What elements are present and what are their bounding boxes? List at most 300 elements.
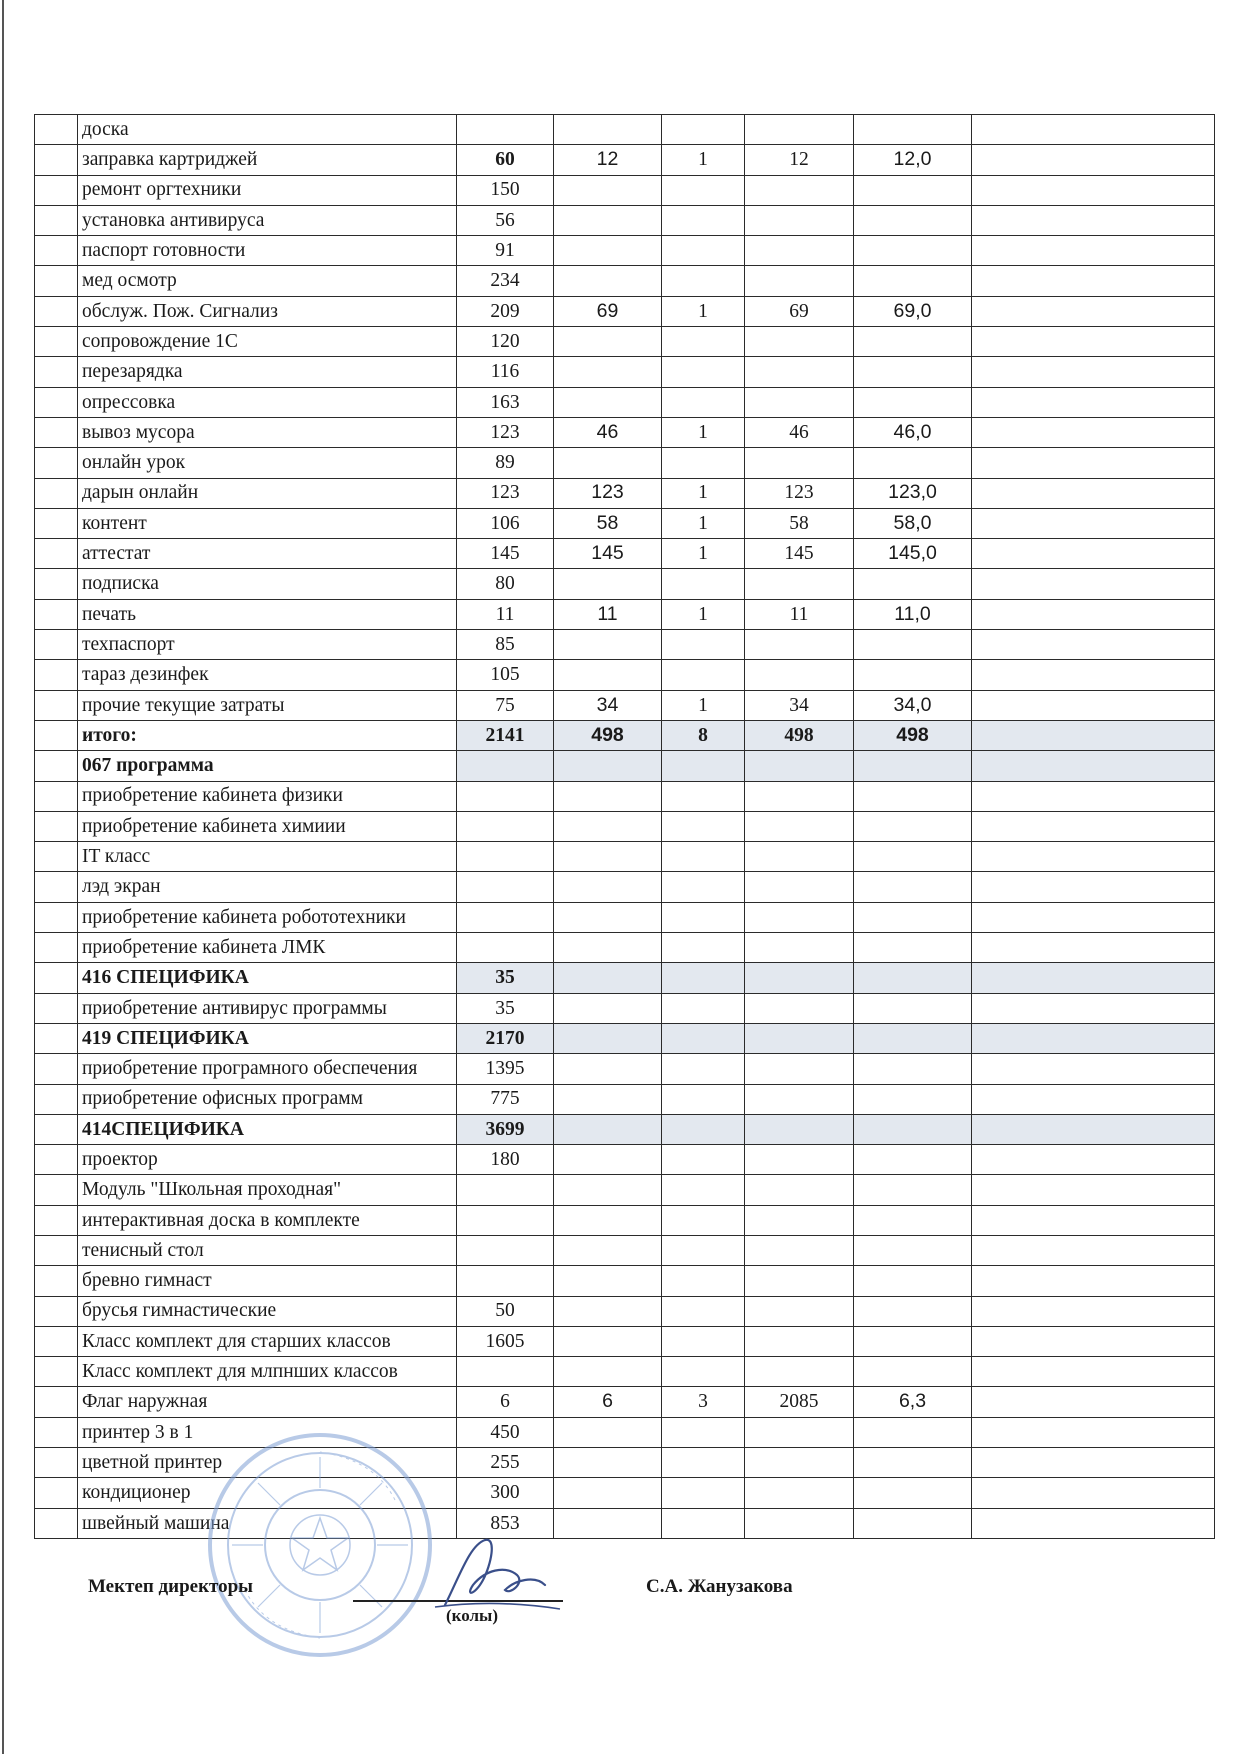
value-2-cell: 1 [662, 145, 745, 175]
value-4-cell [854, 387, 972, 417]
table-row [35, 508, 1215, 538]
value-3-cell [745, 1448, 854, 1478]
budget-table [34, 114, 1215, 1539]
row-index-cell [35, 417, 78, 447]
value-2-cell [662, 1508, 745, 1538]
value-5-cell [972, 569, 1215, 599]
value-4-cell [854, 569, 972, 599]
value-4-cell [854, 448, 972, 478]
value-4-cell [854, 236, 972, 266]
amount-cell [457, 842, 554, 872]
value-2-cell [662, 1448, 745, 1478]
amount-cell: 2170 [457, 1023, 554, 1053]
value-2-cell [662, 1296, 745, 1326]
row-index-cell [35, 508, 78, 538]
value-1-cell [554, 327, 662, 357]
value-4-cell [854, 1175, 972, 1205]
value-2-cell [662, 963, 745, 993]
table-row [35, 569, 1215, 599]
table-row [35, 1205, 1215, 1235]
value-2-cell: 1 [662, 478, 745, 508]
value-4-cell [854, 630, 972, 660]
value-5-cell [972, 1448, 1215, 1478]
table-row [35, 902, 1215, 932]
value-2-cell [662, 902, 745, 932]
value-3-cell [745, 1114, 854, 1144]
item-name-cell: заправка картриджей [78, 145, 457, 175]
value-3-cell [745, 933, 854, 963]
value-5-cell [972, 1175, 1215, 1205]
value-4-cell [854, 751, 972, 781]
value-4-cell [854, 660, 972, 690]
amount-cell [457, 1175, 554, 1205]
value-5-cell [972, 145, 1215, 175]
value-4-cell [854, 1448, 972, 1478]
row-index-cell [35, 660, 78, 690]
value-3-cell: 12 [745, 145, 854, 175]
amount-cell [457, 751, 554, 781]
value-4-cell [854, 1266, 972, 1296]
value-5-cell [972, 933, 1215, 963]
value-5-cell [972, 387, 1215, 417]
value-4-cell [854, 357, 972, 387]
value-1-cell [554, 993, 662, 1023]
row-index-cell [35, 236, 78, 266]
value-2-cell [662, 266, 745, 296]
value-2-cell [662, 327, 745, 357]
table-row [35, 1175, 1215, 1205]
row-index-cell [35, 478, 78, 508]
value-4-cell [854, 1054, 972, 1084]
item-name-cell: сопровождение 1С [78, 327, 457, 357]
item-name-cell: онлайн урок [78, 448, 457, 478]
value-5-cell [972, 1326, 1215, 1356]
row-index-cell [35, 1387, 78, 1417]
value-5-cell [972, 1478, 1215, 1508]
item-name-cell: приобретение офисных программ [78, 1084, 457, 1114]
value-3-cell: 46 [745, 417, 854, 447]
table-row [35, 1054, 1215, 1084]
value-1-cell [554, 115, 662, 145]
row-index-cell [35, 266, 78, 296]
value-3-cell [745, 115, 854, 145]
value-2-cell [662, 1175, 745, 1205]
row-index-cell [35, 872, 78, 902]
value-4-cell [854, 115, 972, 145]
value-2-cell: 1 [662, 599, 745, 629]
amount-cell: 123 [457, 417, 554, 447]
amount-cell: 1605 [457, 1326, 554, 1356]
value-3-cell [745, 1508, 854, 1538]
value-1-cell: 498 [554, 720, 662, 750]
value-1-cell [554, 1357, 662, 1387]
value-4-cell [854, 963, 972, 993]
value-3-cell [745, 175, 854, 205]
row-index-cell [35, 1448, 78, 1478]
value-5-cell [972, 236, 1215, 266]
value-3-cell [745, 357, 854, 387]
item-name-cell: доска [78, 115, 457, 145]
row-index-cell [35, 720, 78, 750]
value-3-cell: 123 [745, 478, 854, 508]
amount-cell: 150 [457, 175, 554, 205]
value-4-cell: 69,0 [854, 296, 972, 326]
handwritten-signature-icon [425, 1535, 565, 1615]
value-3-cell [745, 1054, 854, 1084]
value-5-cell [972, 1023, 1215, 1053]
amount-cell: 123 [457, 478, 554, 508]
amount-cell: 50 [457, 1296, 554, 1326]
table-row [35, 993, 1215, 1023]
value-1-cell [554, 236, 662, 266]
value-3-cell [745, 1023, 854, 1053]
row-index-cell [35, 902, 78, 932]
row-index-cell [35, 327, 78, 357]
value-1-cell [554, 842, 662, 872]
value-2-cell [662, 1114, 745, 1144]
amount-cell [457, 1266, 554, 1296]
item-name-cell: тенисный стол [78, 1235, 457, 1265]
table-row [35, 205, 1215, 235]
table-row [35, 751, 1215, 781]
value-3-cell [745, 1357, 854, 1387]
table-row [35, 963, 1215, 993]
signature-caption: (колы) [446, 1606, 498, 1625]
table-row [35, 660, 1215, 690]
value-5-cell [972, 205, 1215, 235]
amount-cell [457, 1205, 554, 1235]
value-4-cell [854, 266, 972, 296]
row-index-cell [35, 842, 78, 872]
value-5-cell [972, 690, 1215, 720]
value-2-cell [662, 781, 745, 811]
item-name-cell: Класс комплект для млпнших классов [78, 1357, 457, 1387]
value-1-cell [554, 1235, 662, 1265]
value-4-cell: 46,0 [854, 417, 972, 447]
value-2-cell [662, 872, 745, 902]
row-index-cell [35, 1508, 78, 1538]
value-3-cell: 11 [745, 599, 854, 629]
row-index-cell [35, 1357, 78, 1387]
value-4-cell [854, 1508, 972, 1538]
item-name-cell: лэд экран [78, 872, 457, 902]
value-5-cell [972, 1054, 1215, 1084]
item-name-cell: мед осмотр [78, 266, 457, 296]
value-4-cell: 58,0 [854, 508, 972, 538]
value-5-cell [972, 539, 1215, 569]
value-4-cell [854, 1478, 972, 1508]
value-4-cell [854, 1084, 972, 1114]
table-row [35, 933, 1215, 963]
value-1-cell [554, 1084, 662, 1114]
table-row [35, 872, 1215, 902]
value-1-cell [554, 1326, 662, 1356]
table-row [35, 448, 1215, 478]
value-2-cell: 1 [662, 508, 745, 538]
row-index-cell [35, 811, 78, 841]
item-name-cell: итого: [78, 720, 457, 750]
amount-cell: 11 [457, 599, 554, 629]
official-stamp-icon [205, 1430, 435, 1660]
item-name-cell: проектор [78, 1145, 457, 1175]
amount-cell: 180 [457, 1145, 554, 1175]
amount-cell: 35 [457, 963, 554, 993]
amount-cell [457, 781, 554, 811]
value-4-cell [854, 993, 972, 1023]
value-4-cell [854, 175, 972, 205]
item-name-cell: 419 СПЕЦИФИКА [78, 1023, 457, 1053]
value-1-cell [554, 933, 662, 963]
row-index-cell [35, 539, 78, 569]
value-1-cell [554, 569, 662, 599]
value-4-cell [854, 902, 972, 932]
value-3-cell [745, 1326, 854, 1356]
row-index-cell [35, 963, 78, 993]
item-name-cell: печать [78, 599, 457, 629]
value-5-cell [972, 296, 1215, 326]
value-1-cell [554, 872, 662, 902]
value-3-cell [745, 842, 854, 872]
value-3-cell: 34 [745, 690, 854, 720]
value-3-cell [745, 1235, 854, 1265]
value-2-cell: 1 [662, 417, 745, 447]
value-2-cell [662, 1235, 745, 1265]
item-name-cell: перезарядка [78, 357, 457, 387]
value-3-cell [745, 660, 854, 690]
value-1-cell: 11 [554, 599, 662, 629]
value-2-cell [662, 357, 745, 387]
table-row [35, 1266, 1215, 1296]
value-1-cell [554, 1175, 662, 1205]
item-name-cell: ремонт оргтехники [78, 175, 457, 205]
value-1-cell [554, 266, 662, 296]
value-5-cell [972, 1235, 1215, 1265]
row-index-cell [35, 205, 78, 235]
value-1-cell [554, 781, 662, 811]
item-name-cell: Модуль "Школьная проходная" [78, 1175, 457, 1205]
table-row [35, 1357, 1215, 1387]
amount-cell [457, 902, 554, 932]
value-1-cell [554, 751, 662, 781]
table-row [35, 781, 1215, 811]
value-5-cell [972, 357, 1215, 387]
amount-cell: 91 [457, 236, 554, 266]
item-name-cell: 414СПЕЦИФИКА [78, 1114, 457, 1144]
value-2-cell: 3 [662, 1387, 745, 1417]
value-1-cell: 34 [554, 690, 662, 720]
amount-cell: 60 [457, 145, 554, 175]
value-3-cell [745, 630, 854, 660]
value-2-cell [662, 933, 745, 963]
item-name-cell: опрессовка [78, 387, 457, 417]
value-2-cell: 1 [662, 296, 745, 326]
table-row [35, 690, 1215, 720]
value-5-cell [972, 266, 1215, 296]
value-5-cell [972, 630, 1215, 660]
value-4-cell [854, 1145, 972, 1175]
value-1-cell: 12 [554, 145, 662, 175]
table-row [35, 539, 1215, 569]
value-3-cell [745, 963, 854, 993]
value-1-cell: 58 [554, 508, 662, 538]
director-role-label: Мектеп директоры [88, 1576, 254, 1597]
item-name-cell: вывоз мусора [78, 417, 457, 447]
value-5-cell [972, 327, 1215, 357]
amount-cell: 6 [457, 1387, 554, 1417]
value-2-cell [662, 387, 745, 417]
item-name-cell: кондиционер [78, 1478, 457, 1508]
item-name-cell: интерактивная доска в комплекте [78, 1205, 457, 1235]
value-4-cell [854, 842, 972, 872]
value-3-cell [745, 205, 854, 235]
row-index-cell [35, 1145, 78, 1175]
row-index-cell [35, 690, 78, 720]
amount-cell: 120 [457, 327, 554, 357]
value-4-cell [854, 327, 972, 357]
value-1-cell [554, 175, 662, 205]
value-4-cell [854, 1326, 972, 1356]
row-index-cell [35, 1478, 78, 1508]
value-2-cell: 1 [662, 539, 745, 569]
amount-cell [457, 872, 554, 902]
amount-cell: 105 [457, 660, 554, 690]
value-1-cell [554, 205, 662, 235]
value-4-cell [854, 811, 972, 841]
value-5-cell [972, 115, 1215, 145]
value-1-cell: 46 [554, 417, 662, 447]
value-5-cell [972, 448, 1215, 478]
value-2-cell [662, 993, 745, 1023]
row-index-cell [35, 1023, 78, 1053]
item-name-cell: бревно гимнаст [78, 1266, 457, 1296]
value-3-cell [745, 1478, 854, 1508]
row-index-cell [35, 1326, 78, 1356]
amount-cell: 209 [457, 296, 554, 326]
table-row [35, 1114, 1215, 1144]
value-1-cell [554, 1417, 662, 1447]
item-name-cell: тараз дезинфек [78, 660, 457, 690]
row-index-cell [35, 1417, 78, 1447]
amount-cell: 853 [457, 1508, 554, 1538]
table-row [35, 1387, 1215, 1417]
row-index-cell [35, 599, 78, 629]
value-4-cell: 34,0 [854, 690, 972, 720]
value-2-cell [662, 1326, 745, 1356]
item-name-cell: приобретение програмного обеспечения [78, 1054, 457, 1084]
item-name-cell: принтер 3 в 1 [78, 1417, 457, 1447]
table-row [35, 357, 1215, 387]
value-1-cell: 145 [554, 539, 662, 569]
value-5-cell [972, 811, 1215, 841]
table-row [35, 1145, 1215, 1175]
value-2-cell [662, 236, 745, 266]
value-4-cell: 6,3 [854, 1387, 972, 1417]
value-3-cell [745, 1205, 854, 1235]
item-name-cell: приобретение кабинета ЛМК [78, 933, 457, 963]
value-3-cell [745, 1175, 854, 1205]
amount-cell [457, 1357, 554, 1387]
row-index-cell [35, 145, 78, 175]
value-1-cell [554, 1296, 662, 1326]
table-row [35, 236, 1215, 266]
row-index-cell [35, 115, 78, 145]
value-3-cell: 69 [745, 296, 854, 326]
item-name-cell: 416 СПЕЦИФИКА [78, 963, 457, 993]
value-5-cell [972, 1114, 1215, 1144]
value-4-cell [854, 205, 972, 235]
table-row [35, 145, 1215, 175]
value-5-cell [972, 508, 1215, 538]
table-row [35, 720, 1215, 750]
item-name-cell: обслуж. Пож. Сигнализ [78, 296, 457, 326]
value-3-cell [745, 1296, 854, 1326]
amount-cell: 1395 [457, 1054, 554, 1084]
value-1-cell [554, 1023, 662, 1053]
amount-cell: 35 [457, 993, 554, 1023]
value-1-cell [554, 448, 662, 478]
value-5-cell [972, 1084, 1215, 1114]
value-3-cell [745, 811, 854, 841]
value-3-cell: 145 [745, 539, 854, 569]
value-4-cell [854, 1296, 972, 1326]
value-3-cell [745, 236, 854, 266]
value-1-cell [554, 1054, 662, 1084]
value-3-cell [745, 902, 854, 932]
item-name-cell: Класс комплект для старших классов [78, 1326, 457, 1356]
row-index-cell [35, 175, 78, 205]
value-4-cell [854, 781, 972, 811]
value-2-cell [662, 205, 745, 235]
item-name-cell: брусья гимнастические [78, 1296, 457, 1326]
amount-cell: 56 [457, 205, 554, 235]
value-2-cell [662, 448, 745, 478]
amount-cell: 163 [457, 387, 554, 417]
table-row [35, 175, 1215, 205]
value-4-cell [854, 1114, 972, 1144]
value-2-cell [662, 751, 745, 781]
value-3-cell [745, 1266, 854, 1296]
table-row [35, 478, 1215, 508]
value-5-cell [972, 175, 1215, 205]
item-name-cell: приобретение антивирус программы [78, 993, 457, 1023]
table-row [35, 387, 1215, 417]
table-row [35, 327, 1215, 357]
value-4-cell: 145,0 [854, 539, 972, 569]
item-name-cell: приобретение кабинета химиии [78, 811, 457, 841]
value-5-cell [972, 1417, 1215, 1447]
value-1-cell [554, 1266, 662, 1296]
value-4-cell [854, 1023, 972, 1053]
row-index-cell [35, 1235, 78, 1265]
value-5-cell [972, 1387, 1215, 1417]
item-name-cell: установка антивируса [78, 205, 457, 235]
table-row [35, 266, 1215, 296]
item-name-cell: прочие текущие затраты [78, 690, 457, 720]
value-2-cell [662, 811, 745, 841]
value-2-cell [662, 660, 745, 690]
value-4-cell: 11,0 [854, 599, 972, 629]
value-1-cell: 123 [554, 478, 662, 508]
value-1-cell [554, 1478, 662, 1508]
item-name-cell: аттестат [78, 539, 457, 569]
value-3-cell [745, 872, 854, 902]
table-row [35, 1326, 1215, 1356]
value-3-cell: 58 [745, 508, 854, 538]
table-row [35, 417, 1215, 447]
value-1-cell [554, 357, 662, 387]
table-row [35, 811, 1215, 841]
value-2-cell: 8 [662, 720, 745, 750]
